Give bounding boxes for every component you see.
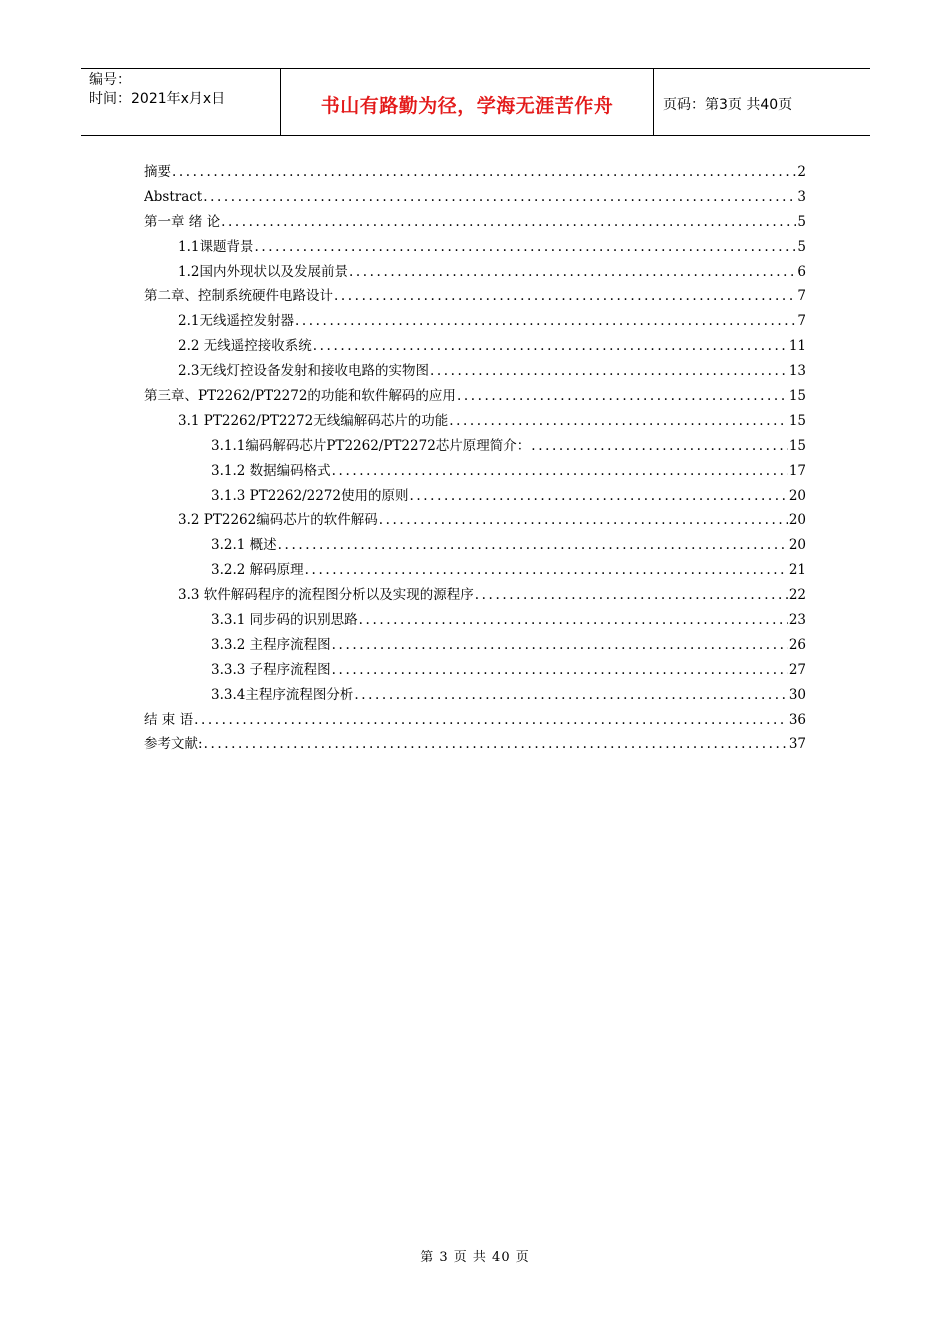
toc-entry-title: 1.1课题背景 <box>178 238 254 255</box>
toc-dot-leader <box>449 409 788 434</box>
toc-entry-page-number: 6 <box>797 263 806 280</box>
toc-entry-page-number: 2 <box>797 164 806 180</box>
page-header <box>81 68 870 136</box>
toc-entry-title: 3.3.3 子程序流程图 <box>211 661 331 678</box>
page-footer: 第 3 页 共 40 页 <box>420 1250 530 1265</box>
toc-entry-title: 3.2.1 概述 <box>211 537 277 554</box>
toc-entry-title: 3.3 软件解码程序的流程图分析以及实现的源程序 <box>178 587 474 604</box>
toc-entry[interactable] <box>144 334 806 359</box>
toc-entry[interactable] <box>144 185 806 210</box>
toc-entry[interactable] <box>144 558 806 583</box>
header-page-info: 页码：第3页 共40页 <box>663 97 793 113</box>
toc-entry-title: 参考文献: <box>144 736 203 753</box>
toc-entry-page-number: 22 <box>788 587 806 604</box>
toc-entry[interactable] <box>144 708 806 733</box>
toc-entry-title: Abstract <box>144 188 203 205</box>
toc-dot-leader <box>172 160 796 185</box>
toc-entry[interactable] <box>144 359 806 384</box>
toc-entry-page-number: 21 <box>788 562 806 579</box>
toc-dot-leader <box>457 384 788 409</box>
toc-entry-page-number: 5 <box>797 213 806 230</box>
document-number-label: 编号： <box>89 72 131 88</box>
toc-dot-leader <box>295 309 796 334</box>
toc-entry-page-number: 26 <box>788 636 806 653</box>
toc-dot-leader <box>475 583 788 608</box>
toc-entry[interactable] <box>144 160 806 185</box>
toc-entry-page-number: 27 <box>788 661 806 678</box>
toc-entry-title: 3.2 PT2262编码芯片的软件解码 <box>178 512 378 529</box>
toc-entry[interactable] <box>144 533 806 558</box>
toc-entry-page-number: 5 <box>797 238 806 255</box>
toc-entry[interactable] <box>144 683 806 708</box>
toc-entry[interactable] <box>144 309 806 334</box>
document-date: 时间：2021年x月x日 <box>89 91 226 107</box>
toc-entry-page-number: 15 <box>788 412 806 429</box>
toc-entry-title: 2.2 无线遥控接收系统 <box>178 338 312 355</box>
toc-entry[interactable] <box>144 235 806 260</box>
toc-entry[interactable] <box>144 633 806 658</box>
toc-entry-page-number: 7 <box>797 288 806 305</box>
toc-entry-page-number: 3 <box>797 188 806 205</box>
toc-entry-title: 3.3.4主程序流程图分析 <box>211 686 354 703</box>
toc-entry[interactable] <box>144 210 806 235</box>
toc-entry-title: 3.3.1 同步码的识别思路 <box>211 612 358 629</box>
toc-entry-title: 结 束 语 <box>144 711 194 728</box>
toc-dot-leader <box>305 558 788 583</box>
toc-entry-title: 3.1.3 PT2262/2272使用的原则 <box>211 487 409 504</box>
toc-dot-leader <box>278 533 788 558</box>
toc-entry[interactable] <box>144 409 806 434</box>
toc-entry-title: 摘要 <box>144 164 171 180</box>
toc-entry[interactable] <box>144 658 806 683</box>
toc-entry-title: 2.3无线灯控设备发射和接收电路的实物图 <box>178 363 429 380</box>
header-motto: 书山有路勤为径，学海无涯苦作舟 <box>320 94 614 117</box>
toc-entry[interactable] <box>144 732 806 757</box>
table-of-contents <box>144 160 806 757</box>
toc-dot-leader <box>254 235 796 260</box>
toc-dot-leader <box>410 484 788 509</box>
header-motto-cell <box>281 69 654 135</box>
toc-entry[interactable] <box>144 284 806 309</box>
toc-dot-leader <box>221 210 796 235</box>
toc-entry-page-number: 20 <box>788 512 806 529</box>
toc-dot-leader <box>334 284 796 309</box>
toc-entry[interactable] <box>144 384 806 409</box>
toc-dot-leader <box>332 658 788 683</box>
toc-entry[interactable] <box>144 508 806 533</box>
toc-entry[interactable] <box>144 608 806 633</box>
toc-dot-leader <box>332 633 788 658</box>
header-meta <box>81 69 281 135</box>
toc-dot-leader <box>203 185 796 210</box>
toc-dot-leader <box>313 334 788 359</box>
toc-entry-title: 第三章、PT2262/PT2272的功能和软件解码的应用 <box>144 388 456 405</box>
toc-entry-title: 3.2.2 解码原理 <box>211 562 304 579</box>
toc-dot-leader <box>379 508 788 533</box>
toc-entry-page-number: 11 <box>788 338 806 355</box>
toc-entry-title: 2.1无线遥控发射器 <box>178 313 294 330</box>
toc-entry-title: 3.3.2 主程序流程图 <box>211 636 331 653</box>
toc-entry-page-number: 23 <box>788 612 806 629</box>
toc-dot-leader <box>359 608 788 633</box>
toc-entry-title: 3.1.2 数据编码格式 <box>211 462 331 479</box>
toc-entry-title: 3.1 PT2262/PT2272无线编解码芯片的功能 <box>178 412 449 429</box>
toc-entry-page-number: 20 <box>788 487 806 504</box>
toc-entry-page-number: 15 <box>788 388 806 405</box>
toc-dot-leader <box>354 683 787 708</box>
toc-entry-page-number: 36 <box>788 711 806 728</box>
toc-entry-title: 第一章 绪 论 <box>144 213 221 230</box>
toc-dot-leader <box>349 260 796 285</box>
toc-entry-page-number: 20 <box>788 537 806 554</box>
toc-entry[interactable] <box>144 459 806 484</box>
toc-dot-leader <box>430 359 788 384</box>
toc-entry[interactable] <box>144 260 806 285</box>
toc-entry-title: 第二章、控制系统硬件电路设计 <box>144 288 333 305</box>
toc-dot-leader <box>194 708 788 733</box>
toc-entry[interactable] <box>144 434 806 459</box>
toc-entry-page-number: 7 <box>797 313 806 330</box>
toc-dot-leader <box>332 459 788 484</box>
toc-dot-leader <box>531 434 788 459</box>
toc-entry-page-number: 37 <box>788 736 806 753</box>
toc-entry-title: 1.2国内外现状以及发展前景 <box>178 263 348 280</box>
toc-entry-page-number: 15 <box>788 437 806 454</box>
toc-entry[interactable] <box>144 484 806 509</box>
toc-entry[interactable] <box>144 583 806 608</box>
toc-entry-page-number: 13 <box>788 363 806 380</box>
toc-entry-title: 3.1.1编码解码芯片PT2262/PT2272芯片原理简介： <box>211 437 531 454</box>
toc-dot-leader <box>204 732 788 757</box>
toc-entry-page-number: 30 <box>788 686 806 703</box>
toc-entry-page-number: 17 <box>788 462 806 479</box>
